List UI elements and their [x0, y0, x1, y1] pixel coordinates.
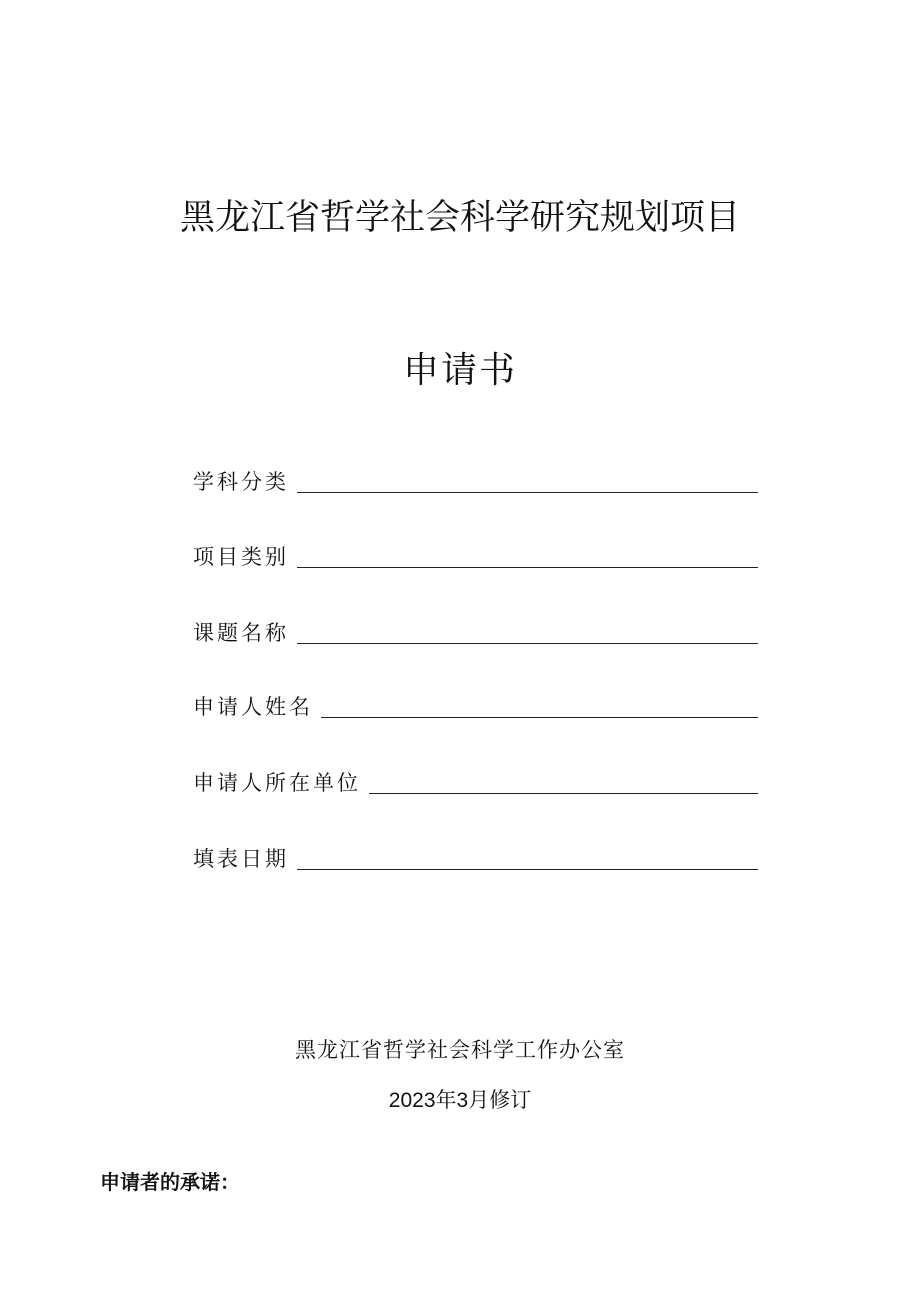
field-label: 学科分类 — [193, 470, 289, 494]
field-label: 课题名称 — [193, 621, 289, 645]
field-row-applicant-name — [193, 687, 758, 721]
field-label: 填表日期 — [193, 847, 289, 871]
field-row-project-type — [193, 537, 758, 571]
fill-in-line[interactable] — [321, 693, 758, 718]
field-label: 申请人所在单位 — [193, 771, 361, 795]
document-title: 黑龙江省哲学社会科学研究规划项目 — [179, 198, 740, 238]
field-label: 申请人姓名 — [193, 695, 313, 719]
fill-in-line[interactable] — [297, 619, 758, 644]
revision-date: 2023年3月修订 — [388, 1089, 532, 1112]
field-row-topic-name — [193, 613, 758, 647]
issuing-organization: 黑龙江省哲学社会科学工作办公室 — [295, 1038, 625, 1062]
document-subtitle: 申请书 — [402, 350, 517, 391]
field-row-subject-category — [193, 462, 758, 496]
pledge-heading: 申请者的承诺： — [100, 1170, 240, 1194]
fill-in-line[interactable] — [297, 543, 758, 568]
field-label: 项目类别 — [193, 545, 289, 569]
field-row-fill-date — [193, 839, 758, 873]
field-row-applicant-unit — [193, 763, 758, 797]
fill-in-line[interactable] — [297, 468, 758, 493]
fill-in-line[interactable] — [297, 845, 758, 870]
fill-in-line[interactable] — [369, 769, 758, 794]
